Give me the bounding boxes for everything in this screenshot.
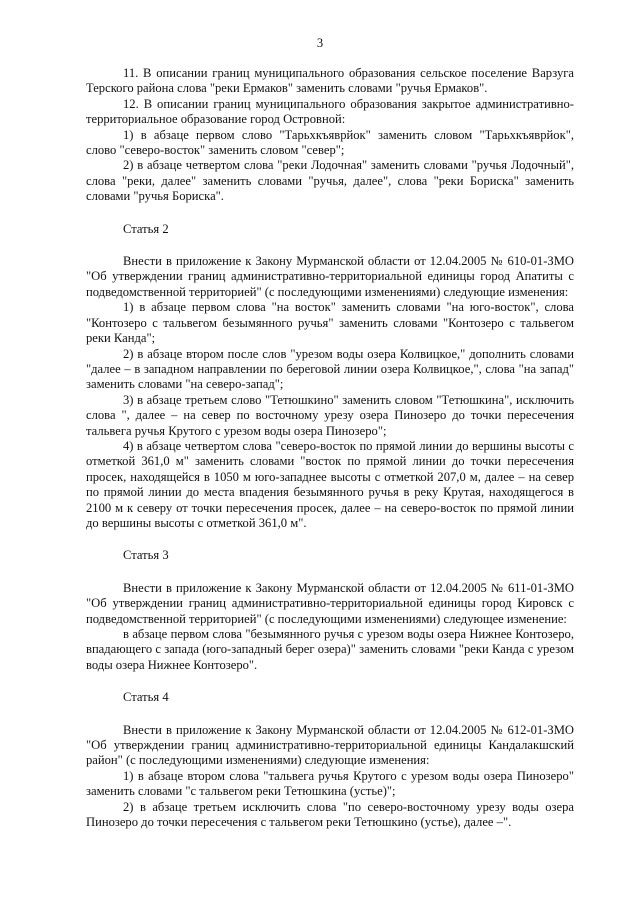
paragraph-subitem: 1) в абзаце втором слова "тальвега ручья Крутого с урезом воды озера Пинозеро" заменить словами "с тальвегом реки Тетюшкина (устье)"; (86, 768, 574, 799)
paragraph-subitem: 2) в абзаце четвертом слова "реки Лодочная" заменить словами "ручья Лодочный", слова "реки, далее" заменить словами "ручья, далее", слова "реки Бориска" заменить словами "ручья Бориска". (86, 158, 574, 204)
paragraph-subitem: 1) в абзаце первом слово "Тарьхкъяврйок" заменить словом "Тарьхкъяврйок", слово "северо-восток" заменить словом "север"; (86, 127, 574, 158)
article-heading-3: Статья 3 (123, 548, 169, 563)
article-intro: Внести в приложение к Закону Мурманской области от 12.04.2005 № 611-01-ЗМО "Об утверждении границ административно-территориальной единицы город Кировск с подведомственной территорией" (с последующими изменениями) следующее изменение: (86, 580, 574, 626)
article-intro: Внести в приложение к Закону Мурманской области от 12.04.2005 № 612-01-ЗМО "Об утверждении границ административно-территориальной единицы Кандалакшский район" (с последующими изменениями) следующие изменения: (86, 722, 574, 768)
article-heading-2: Статья 2 (123, 221, 169, 236)
article-intro: Внести в приложение к Закону Мурманской области от 12.04.2005 № 610-01-ЗМО "Об утверждении границ административно-территориальной единицы город Апатиты с подведомственной территорией" (с последующими изменениями) следующие изменения: (86, 254, 574, 299)
paragraph-subitem: в абзаце первом слова "безымянного ручья с урезом воды озера Нижнее Контозеро, впадающего с запада (юго-западный берег озера)" заменить словами "реки Канда с урезом воды озера Нижнее Контозеро". (86, 627, 574, 672)
document-body (86, 66, 574, 830)
paragraph-subitem: 2) в абзаце третьем исключить слова "по северо-восточному урезу воды озера Пинозеро до точки пересечения с тальвегом реки Тетюшкино (устье), далее –". (86, 799, 574, 830)
article-heading-4: Статья 4 (123, 690, 169, 705)
paragraph-item-12: 12. В описании границ муниципального образования закрытое административно-территориальное образование город Островной: (86, 96, 574, 127)
paragraph-subitem: 3) в абзаце третьем слово "Тетюшкино" заменить словом "Тетюшкина", исключить слова ", далее – на север по восточному урезу озера Пинозеро до точки пересечения тальвега ручья Крутого с урезом воды озера Пинозеро"; (86, 392, 574, 438)
paragraph-item-11: 11. В описании границ муниципального образования сельское поселение Варзуга Терского района слова "реки Ермаков" заменить словами "ручья Ермаков". (86, 66, 574, 96)
paragraph-subitem: 2) в абзаце втором после слов "урезом воды озера Колвицкое," дополнить словами "далее – в западном направлении по береговой линии озера Колвицкое,", слова "на запад" заменить словами "на северо-запад"; (86, 346, 574, 392)
paragraph-subitem: 4) в абзаце четвертом слова "северо-восток по прямой линии до вершины высоты с отметкой 361,0 м" заменить словами "восток по прямой линии до точки пересечения просек, находящейся в 1050 м юго-западнее высоты с отметкой 207,0 м, далее – на север по прямой линии до места впадения безымянного ручья в реку Крутая, находящегося в 2100 м к северу от точки пересечения просек, далее – на северо-восток по прямой линии до вершины высоты с отметкой 361,0 м". (86, 438, 574, 530)
paragraph-subitem: 1) в абзаце первом слова "на восток" заменить словами "на юго-восток", слова "Контозеро с тальвегом безымянного ручья" заменить словами "Контозеро с тальвегом реки Канда"; (86, 300, 574, 346)
page-number: 3 (316, 36, 324, 50)
